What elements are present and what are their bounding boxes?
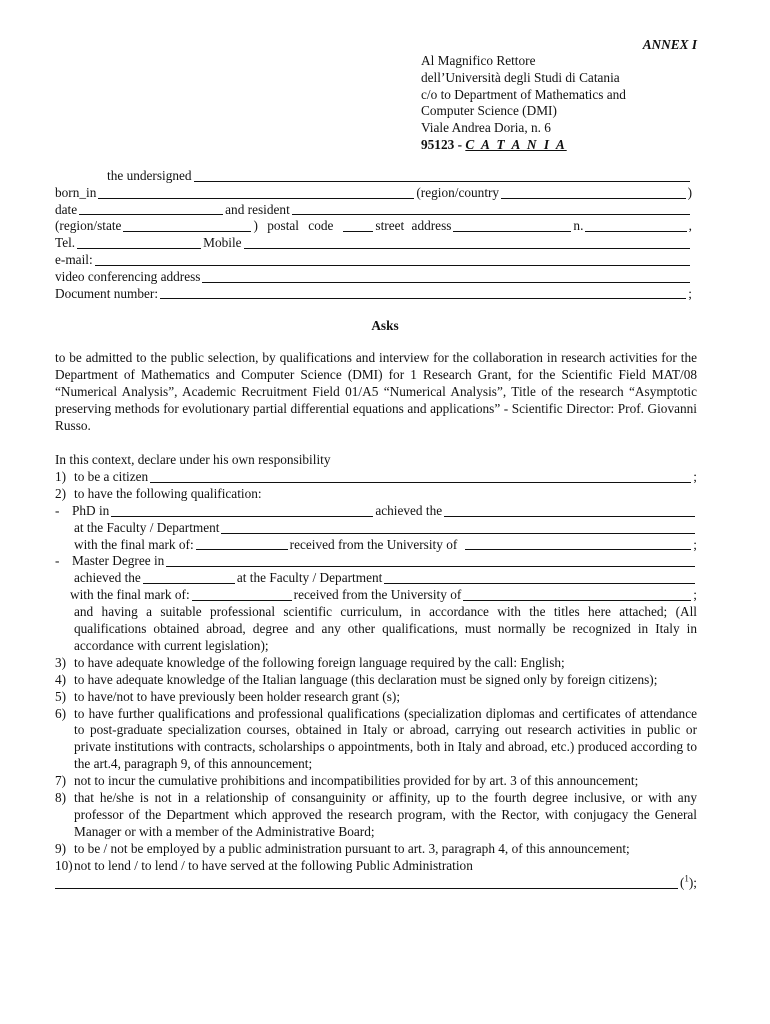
public-administration-row — [55, 875, 697, 892]
email-field[interactable] — [95, 265, 690, 266]
phone-row — [55, 235, 692, 252]
achieved-label: achieved the — [74, 570, 141, 586]
footnote-number: 1 — [684, 873, 689, 884]
born-in-label: born_in — [55, 184, 97, 200]
address-line: Al Magnifico Rettore — [421, 53, 536, 68]
item-number: 3) — [55, 654, 67, 670]
semicolon: ; — [693, 536, 697, 552]
phd-faculty-field[interactable] — [221, 533, 695, 534]
declaration-intro — [55, 452, 697, 469]
item-10 — [55, 858, 697, 875]
item-number: 6) — [55, 705, 67, 721]
undersigned-row — [55, 168, 692, 185]
phd-row — [55, 503, 697, 520]
document-row — [55, 286, 692, 303]
address-line: Computer Science (DMI) — [421, 103, 557, 119]
curriculum-text-block — [55, 604, 697, 655]
addressee-block — [421, 53, 626, 154]
faculty-label: at the Faculty / Department — [74, 519, 220, 535]
resident-field[interactable] — [292, 214, 690, 215]
item-text: that he/she is not in a relationship of consanguinity or affinity, up to the fourth degree inclusive, or with any professor of the Department which approved the research program, with the Rector, with conjugacy the General Manager or with a member of the Administrative Board; — [74, 790, 697, 839]
achieved-label: achieved the — [375, 502, 443, 518]
dash: - — [55, 553, 60, 569]
semicolon: ; — [688, 285, 692, 301]
region-state-label: (region/state — [55, 218, 122, 234]
received-label: received from the University of — [289, 536, 458, 552]
item-number: 7) — [55, 773, 67, 789]
item-text: not to incur the cumulative prohibitions and incompatibilities provided for by art. 3 of this announcement; — [74, 773, 639, 789]
master-label: Master Degree in — [72, 553, 165, 569]
master-achieved-field[interactable] — [143, 583, 235, 584]
date-row — [55, 202, 692, 219]
master-row — [55, 553, 697, 570]
item-4 — [55, 672, 697, 689]
semicolon: ; — [693, 587, 697, 603]
end-paren: ); — [688, 874, 697, 890]
dash: - — [55, 502, 60, 518]
item-2 — [55, 486, 697, 503]
master-field[interactable] — [166, 566, 695, 567]
master-faculty-field[interactable] — [384, 583, 695, 584]
street-number-label: n. — [573, 218, 584, 234]
item-9 — [55, 841, 697, 858]
final-mark-label: with the final mark of: — [74, 536, 194, 552]
declare-text: In this context, declare under his own responsibility — [55, 452, 331, 467]
street-address-label: street address — [375, 218, 452, 234]
region-state-row — [55, 218, 692, 235]
master-university-field[interactable] — [463, 600, 691, 601]
phd-faculty-row — [55, 520, 697, 537]
address-line: dell’Università degli Studi di Catania — [421, 69, 620, 85]
region-state-field[interactable] — [123, 231, 251, 232]
item-number: 9) — [55, 840, 67, 856]
item-text: to have adequate knowledge of the following foreign language required by the call: English; — [74, 654, 565, 670]
curriculum-text: and having a suitable professional scientific curriculum, in accordance with the titles here attached; (All qualifications obtained abroad, degree and any other qualifications, must normally be recognized in Italy in accordance with current legislation); — [74, 604, 697, 653]
region-country-field[interactable] — [501, 198, 685, 199]
postal-code-label: ) postal code — [253, 218, 334, 234]
resident-label: and resident — [225, 201, 290, 217]
received-label: received from the University of — [293, 587, 462, 603]
footnote-reference: ($^1$); — [679, 873, 697, 890]
address-city-line — [421, 137, 626, 154]
personal-details-form — [55, 168, 692, 302]
postcode: 95123 - — [421, 136, 466, 152]
video-address-label: video conferencing address — [55, 268, 201, 284]
item-number: 4) — [55, 671, 67, 687]
item-text: to be / not be employed by a public administration pursuant to art. 3, paragraph 4, of this announcement; — [74, 840, 630, 856]
born-row — [55, 185, 692, 202]
tel-field[interactable] — [77, 248, 201, 249]
item-number: 1) — [55, 468, 67, 484]
faculty-label: at the Faculty / Department — [236, 570, 383, 586]
intro-paragraph — [55, 350, 697, 435]
mobile-field[interactable] — [244, 248, 690, 249]
item-5 — [55, 689, 697, 706]
item-text: to have adequate knowledge of the Italian language (this declaration must be signed only by foreign citizens); — [74, 671, 658, 687]
date-field[interactable] — [79, 214, 223, 215]
close-paren: ) — [687, 184, 692, 200]
address-line: c/o to Department of Mathematics and — [421, 86, 626, 102]
undersigned-field[interactable] — [194, 181, 690, 182]
master-mark-row — [55, 587, 697, 604]
semicolon: ; — [693, 468, 697, 484]
document-number-label: Document number: — [55, 285, 159, 301]
item-3 — [55, 655, 697, 672]
item-text: not to lend / to lend / to have served at the following Public Administration — [74, 857, 473, 873]
master-achieved-row — [55, 570, 697, 587]
master-mark-field[interactable] — [192, 600, 292, 601]
undersigned-label: the undersigned — [107, 168, 192, 183]
email-label: e-mail: — [55, 251, 93, 267]
item-8 — [55, 790, 697, 841]
item-1 — [55, 469, 697, 486]
video-address-field[interactable] — [202, 282, 690, 283]
declaration-list — [55, 469, 697, 892]
phd-achieved-field[interactable] — [444, 516, 695, 517]
phd-label: PhD in — [72, 502, 110, 518]
item-number: 5) — [55, 688, 67, 704]
postal-code-field[interactable] — [343, 231, 373, 232]
item-6 — [55, 706, 697, 774]
email-row — [55, 252, 692, 269]
final-mark-label: with the final mark of: — [70, 587, 190, 603]
region-country-label: (region/country — [416, 184, 500, 200]
born-in-field[interactable] — [98, 198, 414, 199]
city: C A T A N I A — [465, 136, 567, 152]
phd-field[interactable] — [111, 516, 373, 517]
item-text: to have/not to have previously been holder research grant (s); — [74, 688, 401, 704]
mobile-label: Mobile — [203, 235, 242, 251]
item-7 — [55, 773, 697, 790]
item-number: 2) — [55, 485, 67, 501]
date-label: date — [55, 201, 78, 217]
citizenship-field[interactable] — [150, 482, 691, 483]
address-line: Viale Andrea Doria, n. 6 — [421, 120, 551, 136]
intro-text: to be admitted to the public selection, by qualifications and interview for the collaboration in research activities for the Department of Mathematics and Computer Science (DMI) for 1 Research Grant, for the Scientific Field MAT/08 “Numerical Analysis”, Academic Recruitment Field 01/A5 “Numerical Analysis”, Title of the research “Asymptotic preserving methods for evolutionary partial differential equations and applications” - Scientific Director: Prof. Giovanni Russo. — [55, 350, 697, 433]
tel-label: Tel. — [55, 235, 76, 251]
phd-mark-field[interactable] — [196, 549, 288, 550]
asks-heading: Asks — [371, 318, 399, 333]
street-address-field[interactable] — [453, 231, 571, 232]
street-number-field[interactable] — [585, 231, 686, 232]
annex-label: ANNEX I — [642, 37, 697, 52]
document-number-field[interactable] — [160, 298, 686, 299]
item-number: 8) — [55, 790, 67, 806]
item-text: to have further qualifications and professional qualifications (specialization diplomas and certificates of attendance to post-graduate specialization courses, obtained in Italy or abroad, carrying out research activities in public or private institutions with contracts, scholarships o appointments, both in Italy and abroad, etc.) produced according to the art.4, paragraph 9, of this announcement; — [74, 705, 697, 772]
qualification-label: to have the following qualification: — [74, 485, 262, 501]
citizen-label: to be a citizen — [74, 468, 149, 484]
comma: , — [688, 218, 692, 234]
item-number: 10) — [55, 857, 73, 873]
phd-university-field[interactable] — [465, 549, 691, 550]
public-administration-field[interactable] — [55, 888, 678, 889]
video-row — [55, 269, 692, 286]
phd-mark-row — [55, 537, 697, 554]
